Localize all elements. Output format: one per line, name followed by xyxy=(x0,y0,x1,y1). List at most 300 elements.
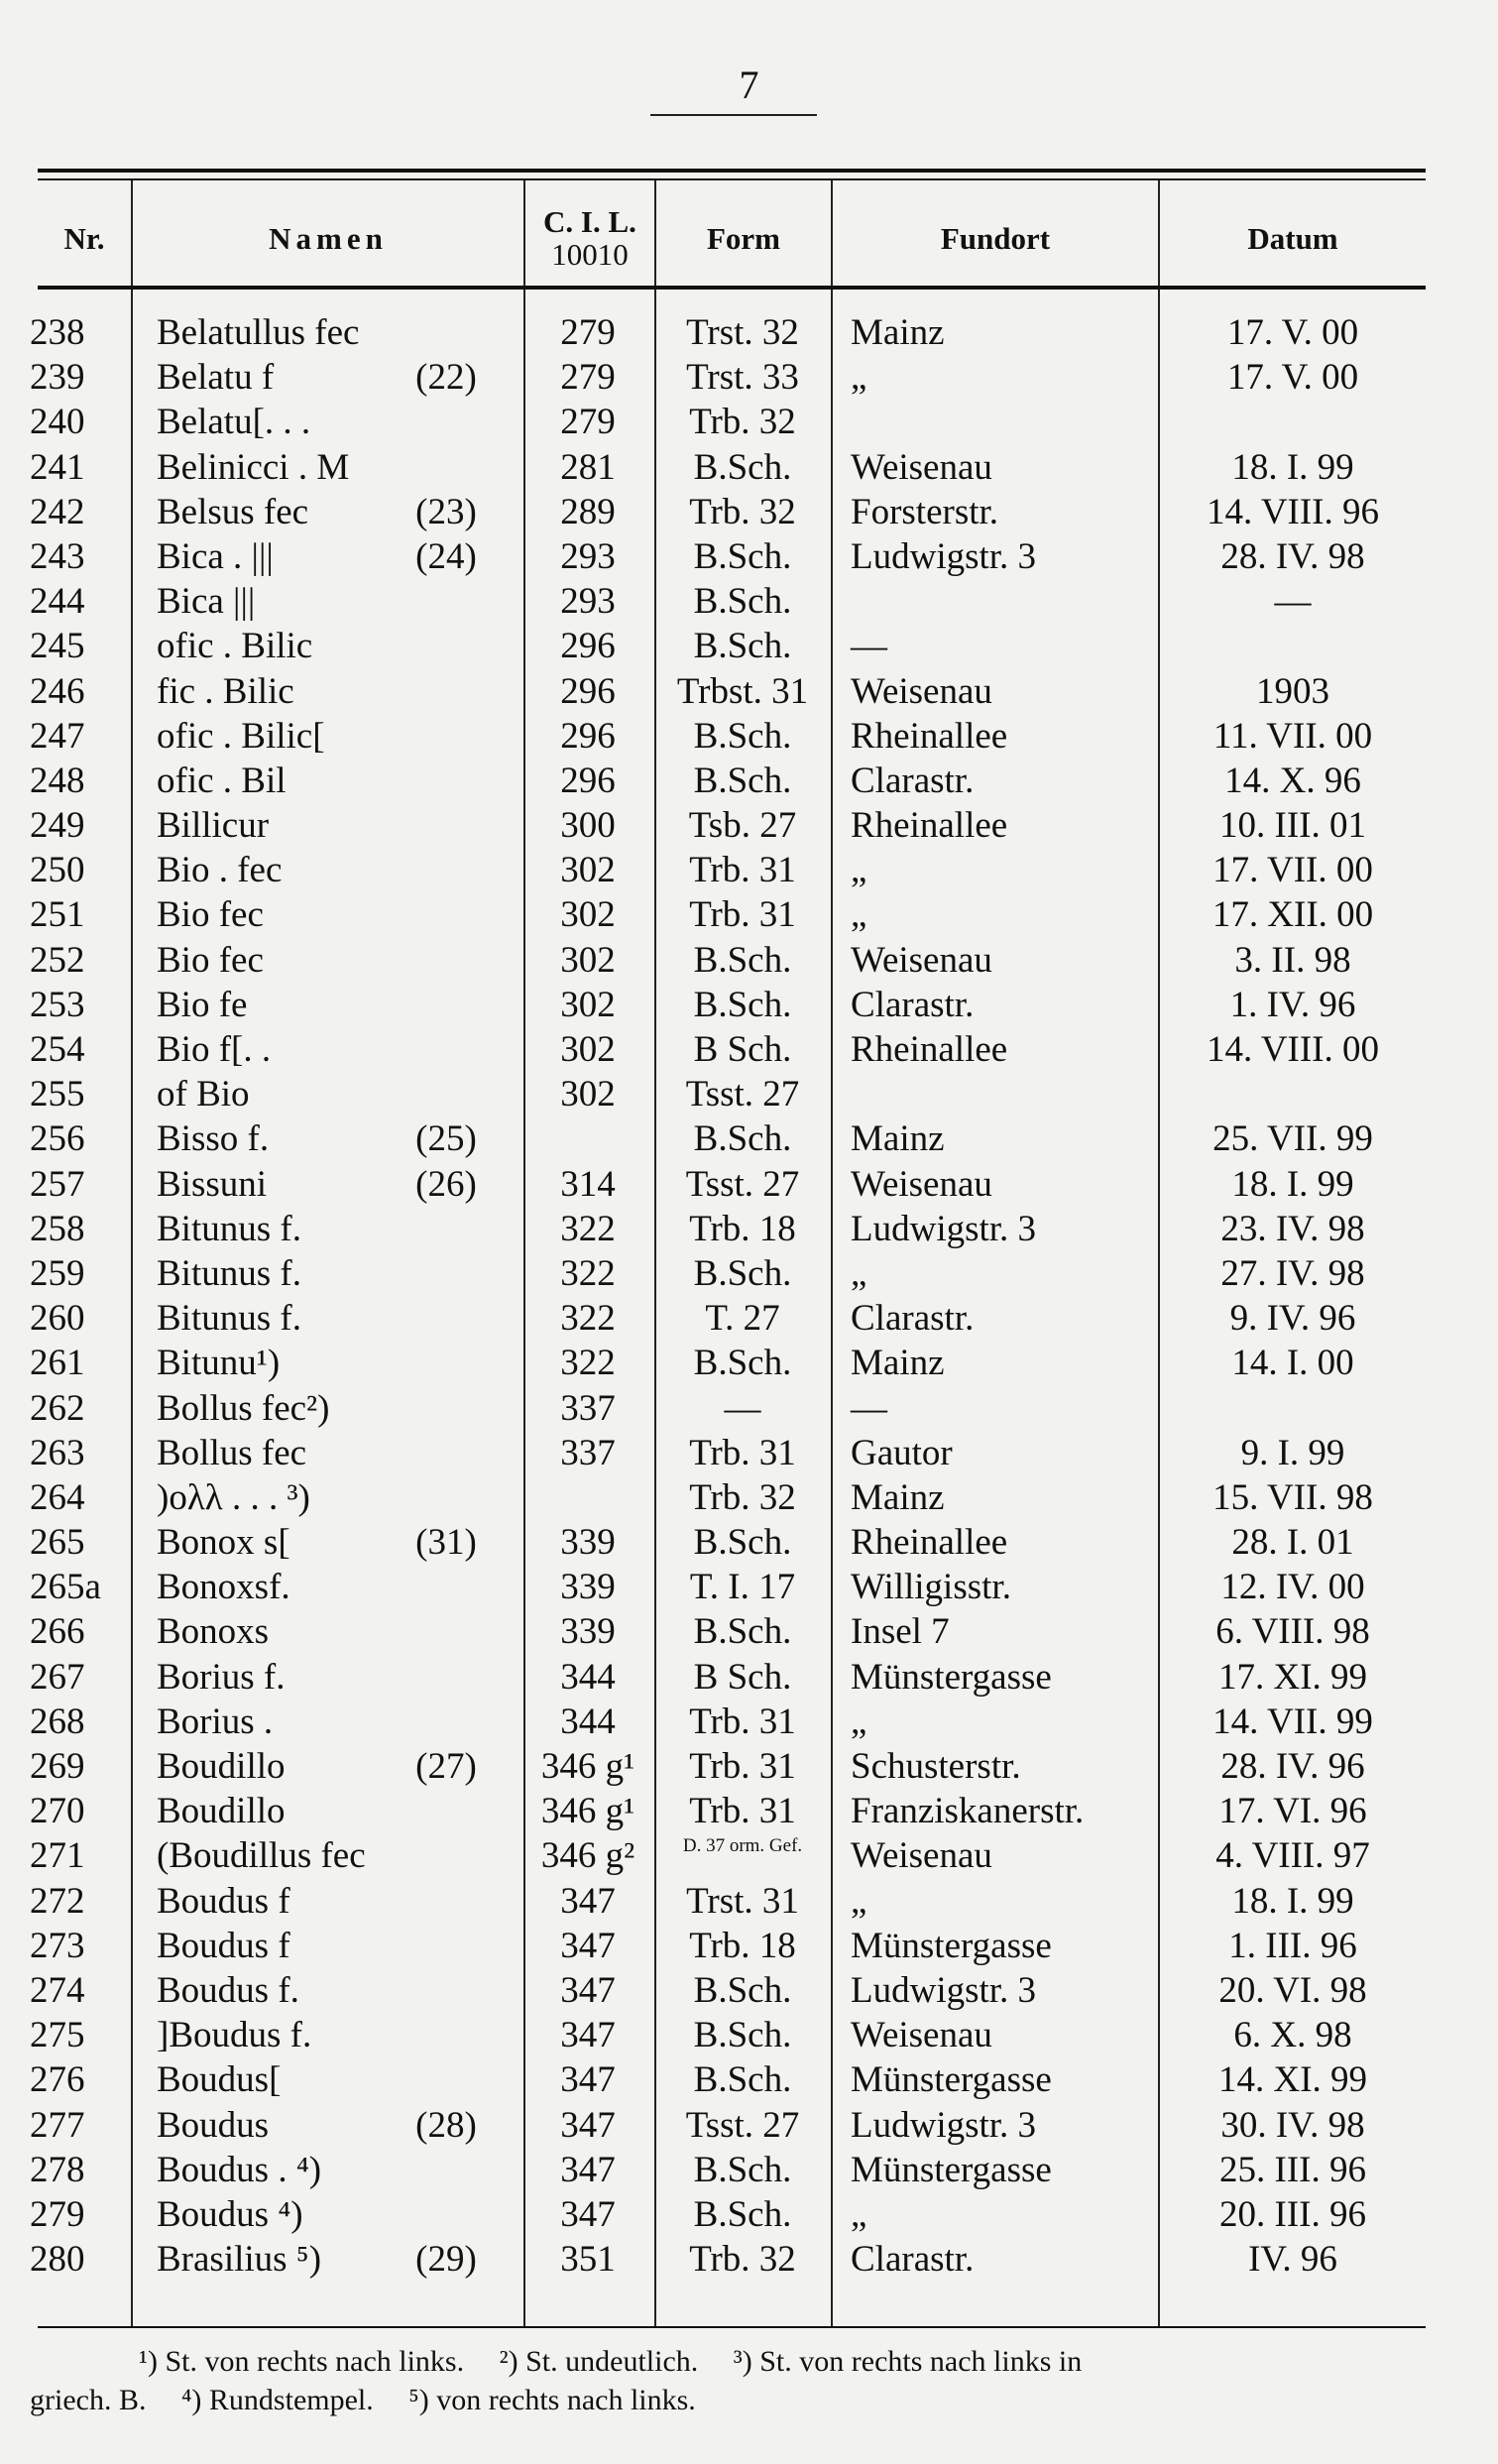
row-cil: 337 xyxy=(560,1387,616,1429)
table-row xyxy=(0,1924,1498,1968)
table-bottom-rule xyxy=(38,2326,1426,2328)
table-row xyxy=(0,310,1498,355)
row-name: Bio fe xyxy=(157,984,248,1025)
row-cil: 344 xyxy=(560,1656,616,1698)
row-ref: (27) xyxy=(415,1746,477,1787)
table-row xyxy=(0,1116,1498,1161)
row-datum: 28. I. 01 xyxy=(1231,1522,1354,1564)
table-row xyxy=(0,2103,1498,2148)
row-form: B.Sch. xyxy=(693,715,792,757)
row-fundort: Ludwigstr. 3 xyxy=(851,2104,1037,2146)
page-number: 7 xyxy=(739,62,759,107)
row-name: ]Boudus f. xyxy=(157,2015,312,2056)
row-nr: 265a xyxy=(30,1567,101,1608)
row-name: Bio fec xyxy=(157,894,264,936)
row-cil: 347 xyxy=(560,1969,616,2011)
table-row xyxy=(0,1789,1498,1833)
row-name: Boudus ⁴) xyxy=(157,2193,303,2235)
row-form: B.Sch. xyxy=(693,581,792,623)
row-name: Boudus xyxy=(157,2104,270,2146)
row-datum: 14. XI. 99 xyxy=(1217,2059,1368,2101)
row-datum: 3. II. 98 xyxy=(1234,939,1351,981)
table-row xyxy=(0,803,1498,848)
row-cil: 302 xyxy=(560,984,616,1025)
row-nr: 279 xyxy=(30,2193,85,2235)
row-datum: 18. I. 99 xyxy=(1231,1163,1354,1205)
row-ref: (22) xyxy=(415,357,477,399)
row-fundort: Rheinallee xyxy=(851,1522,1008,1564)
table-row xyxy=(0,1968,1498,2013)
row-cil: 279 xyxy=(560,357,616,399)
row-datum: 9. IV. 96 xyxy=(1229,1298,1356,1340)
table-row xyxy=(0,2013,1498,2057)
row-form: B.Sch. xyxy=(693,1611,792,1653)
row-datum: 17. V. 00 xyxy=(1226,357,1359,399)
table-row xyxy=(0,983,1498,1027)
table-row xyxy=(0,1475,1498,1520)
row-fundort: Münstergasse xyxy=(851,1925,1052,1966)
table-row xyxy=(0,1431,1498,1475)
row-form: Trb. 18 xyxy=(689,1925,796,1966)
row-cil: 281 xyxy=(560,446,616,488)
row-nr: 238 xyxy=(30,312,85,353)
table-top-rule-thin xyxy=(38,178,1426,180)
row-fundort: Weisenau xyxy=(851,1835,992,1877)
row-nr: 240 xyxy=(30,402,85,443)
row-name: Bisso f. xyxy=(157,1118,270,1160)
row-name: Boudillo xyxy=(157,1791,286,1832)
row-nr: 252 xyxy=(30,939,85,981)
table-row xyxy=(0,2192,1498,2237)
table-row xyxy=(0,490,1498,534)
row-fundort: Weisenau xyxy=(851,939,992,981)
row-form: Trb. 31 xyxy=(689,1432,796,1473)
row-name: Boudus f xyxy=(157,1925,290,1966)
header-form: Form xyxy=(706,220,781,256)
row-name: Bollus fec²) xyxy=(157,1387,330,1429)
row-fundort: Mainz xyxy=(851,1476,945,1518)
table-row xyxy=(0,624,1498,668)
row-datum: 17. V. 00 xyxy=(1226,312,1359,353)
footnotes xyxy=(30,2342,1428,2419)
row-cil: 293 xyxy=(560,581,616,623)
row-name: ofic . Bilic xyxy=(157,626,313,667)
row-cil: 289 xyxy=(560,491,616,532)
row-form: — xyxy=(724,1387,761,1429)
row-cil: 296 xyxy=(560,626,616,667)
row-nr: 264 xyxy=(30,1476,85,1518)
row-cil: 347 xyxy=(560,2015,616,2056)
row-nr: 257 xyxy=(30,1163,85,1205)
row-nr: 272 xyxy=(30,1880,85,1922)
row-datum: 12. IV. 00 xyxy=(1220,1567,1365,1608)
row-nr: 265 xyxy=(30,1522,85,1564)
footnote-3-cont: griech. B. xyxy=(30,2384,147,2416)
row-cil: 296 xyxy=(560,715,616,757)
row-form: B.Sch. xyxy=(693,760,792,801)
row-form: Trb. 32 xyxy=(689,491,796,532)
row-nr: 277 xyxy=(30,2104,85,2146)
row-fundort: Clarastr. xyxy=(851,2239,975,2281)
row-cil: 302 xyxy=(560,939,616,981)
table-row xyxy=(0,1251,1498,1296)
table-row xyxy=(0,1700,1498,1744)
row-fundort: „ xyxy=(851,2193,867,2235)
footnote-5: ⁵) von rechts nach links. xyxy=(408,2384,696,2416)
row-fundort: Münstergasse xyxy=(851,1656,1052,1698)
table-row xyxy=(0,534,1498,579)
row-form: B.Sch. xyxy=(693,1118,792,1160)
row-cil: 347 xyxy=(560,2104,616,2146)
row-nr: 266 xyxy=(30,1611,85,1653)
row-name: Bonoxs xyxy=(157,1611,270,1653)
header-datum: Datum xyxy=(1247,220,1338,256)
row-name: Bio . fec xyxy=(157,850,283,891)
table-body xyxy=(0,310,1498,2282)
row-cil: 302 xyxy=(560,1029,616,1070)
row-nr: 269 xyxy=(30,1746,85,1787)
row-cil: 322 xyxy=(560,1208,616,1249)
row-form: Tsst. 27 xyxy=(685,1163,800,1205)
row-form: B Sch. xyxy=(693,1029,792,1070)
row-datum: 23. IV. 98 xyxy=(1220,1208,1365,1249)
row-datum: 14. VIII. 00 xyxy=(1206,1029,1379,1070)
row-cil: 302 xyxy=(560,894,616,936)
table-row xyxy=(0,1833,1498,1878)
row-datum: 17. XI. 99 xyxy=(1217,1656,1368,1698)
row-name: Bitunu¹) xyxy=(157,1343,281,1384)
table-row xyxy=(0,714,1498,759)
row-fundort: — xyxy=(851,1387,887,1429)
row-fundort: „ xyxy=(851,894,867,936)
table-row xyxy=(0,2148,1498,2192)
row-datum: 4. VIII. 97 xyxy=(1215,1835,1370,1877)
table-row xyxy=(0,1207,1498,1251)
row-cil: 296 xyxy=(560,760,616,801)
row-nr: 248 xyxy=(30,760,85,801)
row-name: Borius f. xyxy=(157,1656,286,1698)
row-fundort: Rheinallee xyxy=(851,1029,1008,1070)
row-nr: 242 xyxy=(30,491,85,532)
row-fundort: Mainz xyxy=(851,312,945,353)
table-row xyxy=(0,1879,1498,1924)
row-name: ofic . Bil xyxy=(157,760,287,801)
row-form: B.Sch. xyxy=(693,1343,792,1384)
row-form: Trb. 32 xyxy=(689,2239,796,2281)
row-nr: 275 xyxy=(30,2015,85,2056)
row-nr: 270 xyxy=(30,1791,85,1832)
footnote-4: ⁴) Rundstempel. xyxy=(180,2384,374,2416)
row-nr: 250 xyxy=(30,850,85,891)
row-ref: (28) xyxy=(415,2104,477,2146)
row-name: Belinicci . M xyxy=(157,446,350,488)
row-datum: — xyxy=(1274,581,1312,623)
row-form: Trb. 31 xyxy=(689,894,796,936)
row-datum: 10. III. 01 xyxy=(1219,805,1366,847)
row-form: Trb. 31 xyxy=(689,1746,796,1787)
row-nr: 280 xyxy=(30,2239,85,2281)
header-namen: Namen xyxy=(269,220,388,256)
row-fundort: Willigisstr. xyxy=(851,1567,1011,1608)
row-form: Tsb. 27 xyxy=(688,805,797,847)
row-name: Boudus f xyxy=(157,1880,290,1922)
row-nr: 245 xyxy=(30,626,85,667)
row-name: Bica ||| xyxy=(157,581,256,623)
row-cil: 346 g¹ xyxy=(540,1791,635,1832)
footnote-1: ¹) St. von rechts nach links. xyxy=(139,2345,465,2378)
row-fundort: Gautor xyxy=(851,1432,953,1473)
row-name: Bica . ||| xyxy=(157,535,274,577)
row-name: Billicur xyxy=(157,805,270,847)
row-datum: 1. IV. 96 xyxy=(1229,984,1356,1025)
row-ref: (23) xyxy=(415,491,477,532)
table-row xyxy=(0,892,1498,937)
row-name: Bollus fec xyxy=(157,1432,307,1473)
row-nr: 262 xyxy=(30,1387,85,1429)
row-fundort: Münstergasse xyxy=(851,2059,1052,2101)
row-name: Bonox s[ xyxy=(157,1522,290,1564)
row-ref: (31) xyxy=(415,1522,477,1564)
row-form: Trb. 32 xyxy=(689,402,796,443)
row-nr: 246 xyxy=(30,670,85,712)
row-name: Bitunus f. xyxy=(157,1208,301,1249)
row-fundort: Clarastr. xyxy=(851,1298,975,1340)
row-name: Boudillo xyxy=(157,1746,286,1787)
row-nr: 274 xyxy=(30,1969,85,2011)
header-nr: Nr. xyxy=(63,220,105,256)
row-datum: 15. VII. 98 xyxy=(1212,1476,1373,1518)
table-row xyxy=(0,1162,1498,1207)
row-fundort: Mainz xyxy=(851,1118,945,1160)
row-fundort: — xyxy=(851,626,887,667)
row-form: B.Sch. xyxy=(693,535,792,577)
row-datum: 14. VIII. 96 xyxy=(1206,491,1379,532)
row-fundort: Forsterstr. xyxy=(851,491,999,532)
table-row xyxy=(0,445,1498,490)
row-form: Trbst. 31 xyxy=(676,670,809,712)
row-form: B Sch. xyxy=(693,1656,792,1698)
row-datum: 28. IV. 96 xyxy=(1220,1746,1365,1787)
row-cil: 347 xyxy=(560,2193,616,2235)
row-cil: 347 xyxy=(560,1880,616,1922)
row-name: of Bio xyxy=(157,1074,250,1115)
row-fundort: Ludwigstr. 3 xyxy=(851,1969,1037,2011)
row-fundort: Rheinallee xyxy=(851,715,1008,757)
table-row xyxy=(0,759,1498,803)
row-form: B.Sch. xyxy=(693,2149,792,2190)
row-datum: 17. XII. 00 xyxy=(1211,894,1374,936)
row-cil: 322 xyxy=(560,1343,616,1384)
row-name: Brasilius ⁵) xyxy=(157,2239,322,2281)
table-row xyxy=(0,355,1498,400)
row-fundort: Ludwigstr. 3 xyxy=(851,1208,1037,1249)
row-cil: 347 xyxy=(560,2149,616,2190)
row-name: (Boudillus fec xyxy=(157,1835,366,1877)
row-cil: 346 g¹ xyxy=(540,1746,635,1787)
table-row xyxy=(0,2057,1498,2102)
table-row xyxy=(0,1341,1498,1385)
row-form: T. I. 17 xyxy=(689,1567,796,1608)
row-form: B.Sch. xyxy=(693,1969,792,2011)
row-nr: 254 xyxy=(30,1029,85,1070)
row-name: Belatu f xyxy=(157,357,275,399)
row-name: Bio f[. . xyxy=(157,1029,272,1070)
row-fundort: Weisenau xyxy=(851,2015,992,2056)
header-cil-line1: C. I. L. xyxy=(543,204,636,240)
row-datum: 18. I. 99 xyxy=(1231,1880,1354,1922)
row-nr: 268 xyxy=(30,1701,85,1742)
row-fundort: Mainz xyxy=(851,1343,945,1384)
row-cil: 351 xyxy=(560,2239,616,2281)
row-form: Trb. 18 xyxy=(689,1208,796,1249)
row-name: )oλλ . . . ³) xyxy=(157,1476,310,1518)
row-name: Bissuni xyxy=(157,1163,268,1205)
row-nr: 247 xyxy=(30,715,85,757)
row-name: Bonoxsf. xyxy=(157,1567,290,1608)
row-fundort: Schusterstr. xyxy=(851,1746,1021,1787)
row-name: Bitunus f. xyxy=(157,1252,301,1294)
footnote-2: ²) St. undeutlich. xyxy=(499,2345,699,2378)
row-form: Trb. 31 xyxy=(689,1701,796,1742)
row-form: B.Sch. xyxy=(693,1252,792,1294)
row-datum: 1. III. 96 xyxy=(1228,1925,1357,1966)
row-cil: 293 xyxy=(560,535,616,577)
table-row xyxy=(0,848,1498,892)
row-fundort: Insel 7 xyxy=(851,1611,950,1653)
row-form: D. 37 orm. Gef. xyxy=(682,1835,803,1857)
row-name: Boudus f. xyxy=(157,1969,299,2011)
table-row xyxy=(0,1744,1498,1789)
row-fundort: Clarastr. xyxy=(851,984,975,1025)
row-datum: 17. VII. 00 xyxy=(1212,850,1373,891)
row-fundort: Ludwigstr. 3 xyxy=(851,535,1037,577)
table-row xyxy=(0,1609,1498,1654)
row-form: B.Sch. xyxy=(693,2193,792,2235)
table-row xyxy=(0,1655,1498,1700)
row-nr: 241 xyxy=(30,446,85,488)
row-fundort: „ xyxy=(851,1701,867,1742)
table-top-rule xyxy=(38,169,1426,173)
row-cil: 339 xyxy=(560,1567,616,1608)
row-form: B.Sch. xyxy=(693,446,792,488)
row-datum: 25. III. 96 xyxy=(1219,2149,1366,2190)
table-row xyxy=(0,1386,1498,1431)
row-nr: 251 xyxy=(30,894,85,936)
row-cil: 322 xyxy=(560,1252,616,1294)
row-form: Trb. 31 xyxy=(689,850,796,891)
row-cil: 296 xyxy=(560,670,616,712)
row-cil: 337 xyxy=(560,1432,616,1473)
row-datum: 30. IV. 98 xyxy=(1220,2104,1365,2146)
row-form: B.Sch. xyxy=(693,939,792,981)
row-datum: 11. VII. 00 xyxy=(1212,715,1373,757)
row-datum: 27. IV. 98 xyxy=(1220,1252,1365,1294)
row-cil: 339 xyxy=(560,1522,616,1564)
row-cil: 344 xyxy=(560,1701,616,1742)
table-row xyxy=(0,938,1498,983)
row-name: Bio fec xyxy=(157,939,264,981)
row-nr: 259 xyxy=(30,1252,85,1294)
row-nr: 249 xyxy=(30,805,85,847)
row-form: B.Sch. xyxy=(693,626,792,667)
row-cil: 314 xyxy=(560,1163,616,1205)
row-datum: 6. X. 98 xyxy=(1233,2015,1352,2056)
row-fundort: Rheinallee xyxy=(851,805,1008,847)
row-form: B.Sch. xyxy=(693,2059,792,2101)
row-name: Belsus fec xyxy=(157,491,309,532)
table-row xyxy=(0,669,1498,714)
row-cil: 302 xyxy=(560,1074,616,1115)
row-form: B.Sch. xyxy=(693,2015,792,2056)
row-name: ofic . Bilic[ xyxy=(157,715,325,757)
row-datum: 17. VI. 96 xyxy=(1218,1791,1367,1832)
row-cil: 300 xyxy=(560,805,616,847)
row-nr: 271 xyxy=(30,1835,85,1877)
row-fundort: „ xyxy=(851,1252,867,1294)
row-cil: 347 xyxy=(560,1925,616,1966)
table-row xyxy=(0,2237,1498,2282)
row-form: Trst. 31 xyxy=(686,1880,799,1922)
row-name: Belatullus fec xyxy=(157,312,360,353)
row-datum: 28. IV. 98 xyxy=(1220,535,1365,577)
table-row xyxy=(0,579,1498,624)
row-nr: 255 xyxy=(30,1074,85,1115)
row-name: fic . Bilic xyxy=(157,670,294,712)
row-name: Boudus . ⁴) xyxy=(157,2149,322,2190)
row-fundort: Clarastr. xyxy=(851,760,975,801)
header-fundort: Fundort xyxy=(940,220,1051,256)
table-row xyxy=(0,400,1498,444)
row-cil: 279 xyxy=(560,312,616,353)
row-datum: 14. X. 96 xyxy=(1224,760,1361,801)
footnote-3: ³) St. von rechts nach links in xyxy=(733,2345,1083,2378)
row-fundort: Münstergasse xyxy=(851,2149,1052,2190)
row-ref: (25) xyxy=(415,1118,477,1160)
row-fundort: Weisenau xyxy=(851,670,992,712)
row-nr: 244 xyxy=(30,581,85,623)
row-ref: (29) xyxy=(415,2239,477,2281)
row-cil: 339 xyxy=(560,1611,616,1653)
row-nr: 260 xyxy=(30,1298,85,1340)
row-form: B.Sch. xyxy=(693,1522,792,1564)
row-cil: 322 xyxy=(560,1298,616,1340)
row-datum: IV. 96 xyxy=(1248,2239,1337,2281)
table-row xyxy=(0,1072,1498,1116)
table-row xyxy=(0,1296,1498,1341)
row-cil: 346 g² xyxy=(540,1835,635,1877)
row-datum: 20. VI. 98 xyxy=(1218,1969,1367,2011)
row-datum: 20. III. 96 xyxy=(1219,2193,1366,2235)
row-datum: 18. I. 99 xyxy=(1231,446,1354,488)
row-nr: 267 xyxy=(30,1656,85,1698)
row-name: Bitunus f. xyxy=(157,1298,301,1340)
page-number-rule xyxy=(650,114,817,116)
table-row xyxy=(0,1565,1498,1609)
row-nr: 273 xyxy=(30,1925,85,1966)
row-nr: 253 xyxy=(30,984,85,1025)
row-fundort: „ xyxy=(851,1880,867,1922)
row-form: Tsst. 27 xyxy=(685,1074,800,1115)
row-ref: (24) xyxy=(415,535,477,577)
row-nr: 261 xyxy=(30,1343,85,1384)
row-datum: 25. VII. 99 xyxy=(1212,1118,1373,1160)
row-fundort: „ xyxy=(851,850,867,891)
row-nr: 239 xyxy=(30,357,85,399)
row-form: B.Sch. xyxy=(693,984,792,1025)
row-datum: 6. VIII. 98 xyxy=(1215,1611,1370,1653)
row-form: Trst. 32 xyxy=(686,312,799,353)
row-name: Borius . xyxy=(157,1701,274,1742)
